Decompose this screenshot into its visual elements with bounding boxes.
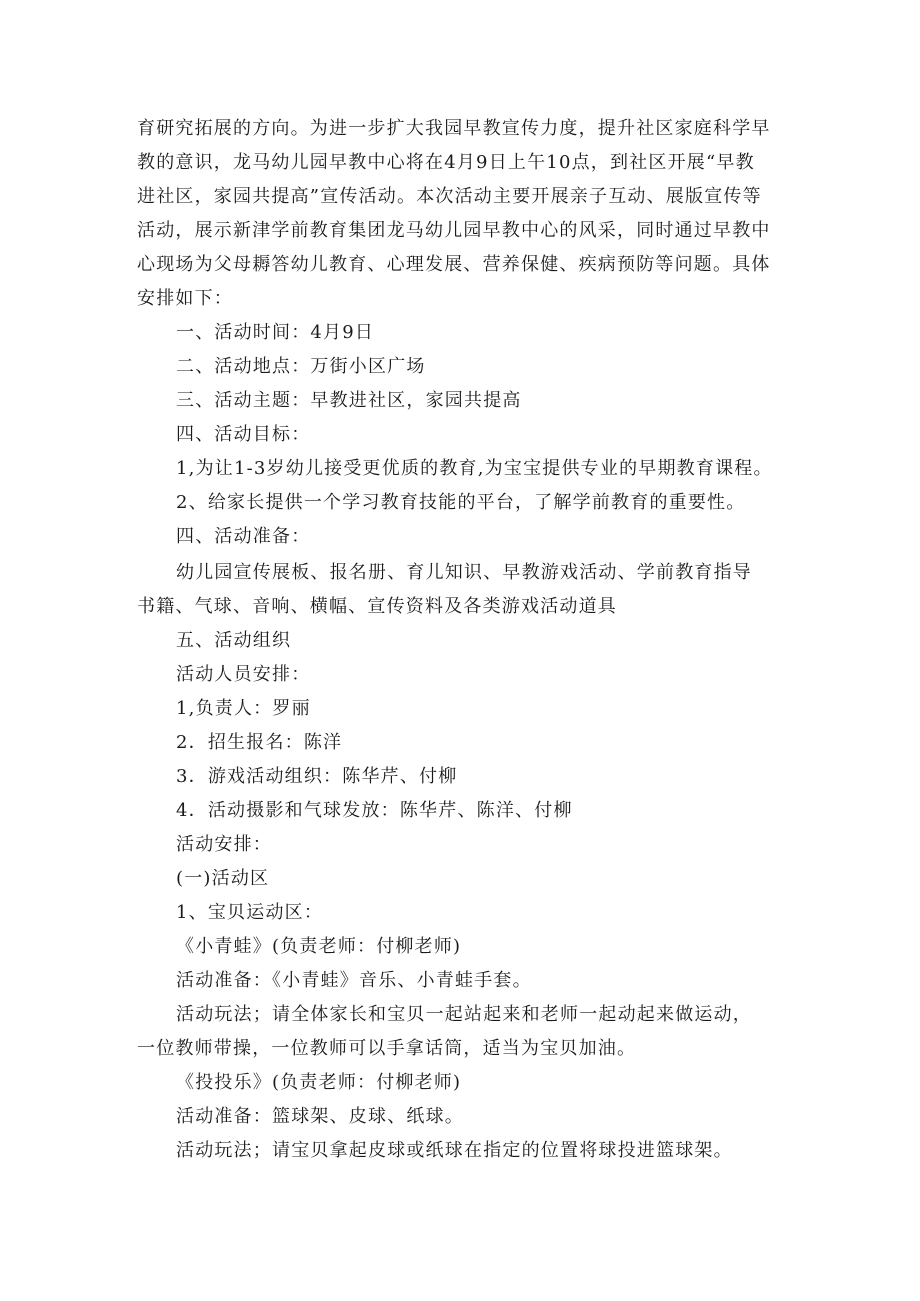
prep-line-2: 书籍、气球、音响、横幅、宣传资料及各类游戏活动道具 [137,596,617,617]
activity-place: 二、活动地点：万街小区广场 [176,356,426,377]
staff-item-3: 3．游戏活动组织：陈华芹、付柳 [176,766,458,787]
intro-line-6: 安排如下： [137,288,233,309]
intro-line-4: 活动，展示新津学前教育集团龙马幼儿园早教中心的风采，同时通过早教中 [137,220,771,241]
schedule-heading: 活动安排： [176,834,272,855]
goal-item-2: 2、给家长提供一个学习教育技能的平台，了解学前教育的重要性。 [176,492,746,513]
game-2-prep: 活动准备：篮球架、皮球、纸球。 [176,1106,464,1127]
game-1-play-line-1: 活动玩法；请全体家长和宝贝一起站起来和老师一起动起来做运动， [176,1004,752,1025]
activity-theme: 三、活动主题：早教进社区，家园共提高 [176,390,522,411]
game-1-title: 《小青蛙》(负责老师：付柳老师) [176,936,462,957]
staff-item-2: 2．招生报名：陈洋 [176,732,343,753]
activity-time: 一、活动时间：4月9日 [176,322,375,343]
intro-line-2: 教的意识，龙马幼儿园早教中心将在4月9日上午10点，到社区开展“早教 [137,152,755,173]
game-2-play: 活动玩法；请宝贝拿起皮球或纸球在指定的位置将球投进篮球架。 [176,1140,733,1161]
goals-heading: 四、活动目标： [176,424,311,445]
org-heading: 五、活动组织 [176,630,292,651]
zone-heading: 1、宝贝运动区： [176,902,324,923]
staff-item-1: 1,负责人：罗丽 [176,698,311,719]
intro-line-1: 育研究拓展的方向。为进一步扩大我园早教宣传力度，提升社区家庭科学早 [137,118,771,139]
prep-heading: 四、活动准备： [176,526,311,547]
area-heading: (一)活动区 [176,868,270,889]
game-1-prep: 活动准备：《小青蛙》音乐、小青蛙手套。 [176,970,532,991]
intro-line-5: 心现场为父母耨答幼儿教育、心理发展、营养保健、疾病预防等问题。具体 [137,254,771,275]
game-2-title: 《投投乐》(负责老师：付柳老师) [176,1072,462,1093]
game-1-play-line-2: 一位教师带操，一位教师可以手拿话筒，适当为宝贝加油。 [137,1038,637,1059]
staff-item-4: 4．活动摄影和气球发放：陈华芹、陈洋、付柳 [176,800,573,821]
intro-line-3: 进社区，家园共提高”宣传活动。本次活动主要开展亲子互动、展版宣传等 [137,186,762,207]
staff-heading: 活动人员安排： [176,664,311,685]
prep-line-1: 幼儿园宣传展板、报名册、育儿知识、早教游戏活动、学前教育指导 [176,562,752,583]
goal-item-1: 1,为让1-3岁幼儿接受更优质的教育,为宝宝提供专业的早期教育课程。 [176,458,773,479]
